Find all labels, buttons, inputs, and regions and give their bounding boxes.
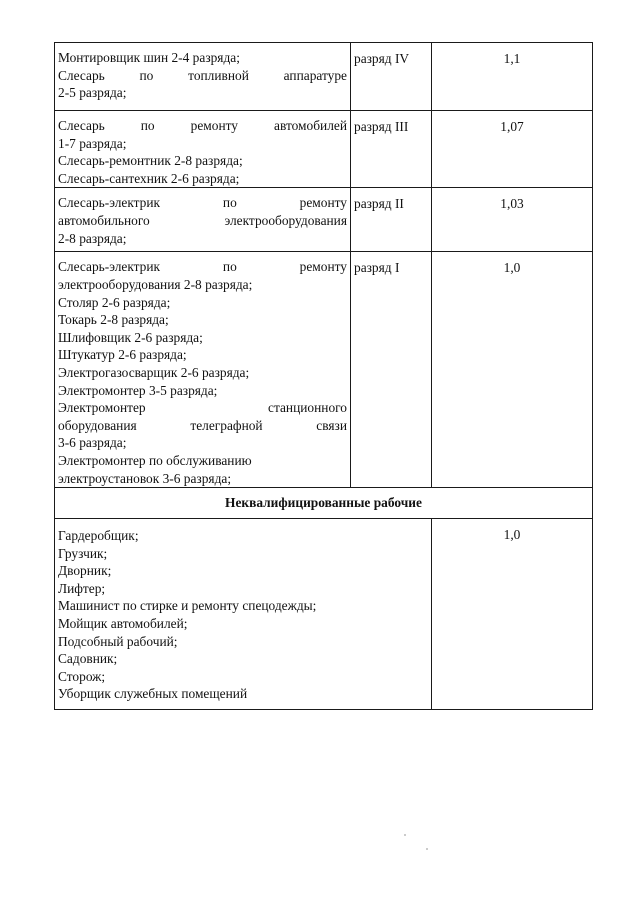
- scan-speck: [404, 834, 406, 836]
- table-row: [55, 188, 593, 252]
- table-row: [55, 111, 593, 188]
- profession-line: Слесарь-электрик по ремонту: [58, 259, 347, 275]
- professions-cell: [55, 111, 351, 188]
- professions-cell: [55, 43, 351, 111]
- coefficient-cell: 1,0: [432, 252, 593, 488]
- grade-cell: разряд IV: [351, 43, 432, 111]
- profession-line: Мойщик автомобилей;: [58, 616, 188, 632]
- scan-speck: [426, 848, 428, 850]
- profession-line: Дворник;: [58, 563, 112, 579]
- profession-line: Гардеробщик;: [58, 528, 139, 544]
- grade-cell: разряд II: [351, 188, 432, 252]
- profession-line: Садовник;: [58, 651, 118, 667]
- profession-line: 2-8 разряда;: [58, 230, 127, 246]
- profession-line: Уборщик служебных помещений: [58, 686, 248, 702]
- table-row: [55, 43, 593, 111]
- profession-line: Машинист по стирке и ремонту спецодежды;: [58, 598, 317, 614]
- profession-line: Электромонтер по обслуживанию: [58, 452, 252, 468]
- profession-line: Слесарь по ремонту автомобилей: [58, 118, 347, 133]
- profession-line: 1-7 разряда;: [58, 135, 127, 151]
- profession-line: 3-6 разряда;: [58, 435, 127, 451]
- profession-line: Электромонтер станционного: [58, 400, 347, 416]
- section-heading-row: [55, 488, 593, 519]
- table-row: [55, 252, 593, 488]
- coefficient-cell: 1,1: [432, 43, 593, 111]
- coefficient-cell: 1,0: [432, 519, 593, 710]
- profession-line: Штукатур 2-6 разряда;: [58, 347, 187, 363]
- profession-line: оборудования телеграфной связи: [58, 417, 347, 433]
- profession-line: Монтировщик шин 2-4 разряда;: [58, 50, 240, 65]
- profession-line: Слесарь-ремонтник 2-8 разряда;: [58, 153, 243, 169]
- profession-line: Слесарь-электрик по ремонту: [58, 195, 347, 211]
- coefficient-cell: 1,03: [432, 188, 593, 252]
- profession-line: Грузчик;: [58, 545, 108, 561]
- profession-line: Лифтер;: [58, 580, 106, 596]
- profession-line: Электрогазосварщик 2-6 разряда;: [58, 364, 250, 380]
- professions-cell: [55, 188, 351, 252]
- profession-line: Подсобный рабочий;: [58, 633, 178, 649]
- profession-line: Электромонтер 3-5 разряда;: [58, 382, 218, 398]
- profession-line: Слесарь-сантехник 2-6 разряда;: [58, 170, 240, 186]
- profession-line: Шлифовщик 2-6 разряда;: [58, 329, 203, 345]
- grade-cell: разряд III: [351, 111, 432, 188]
- profession-line: Сторож;: [58, 668, 106, 684]
- profession-line: Токарь 2-8 разряда;: [58, 312, 169, 328]
- grade-cell: разряд I: [351, 252, 432, 488]
- profession-line: Слесарь по топливной аппаратуре: [58, 67, 347, 83]
- profession-line: электроустановок 3-6 разряда;: [58, 470, 232, 486]
- table-row: [55, 519, 593, 710]
- tariff-coefficients-table: [54, 42, 593, 710]
- profession-line: автомобильного электрооборудования: [58, 212, 347, 228]
- professions-cell: [55, 252, 351, 488]
- section-heading: Неквалифицированные рабочие: [55, 488, 593, 519]
- profession-line: электрооборудования 2-8 разряда;: [58, 276, 253, 292]
- coefficient-cell: 1,07: [432, 111, 593, 188]
- unskilled-professions-cell: [55, 519, 432, 710]
- profession-line: 2-5 разряда;: [58, 85, 127, 101]
- profession-line: Столяр 2-6 разряда;: [58, 294, 171, 310]
